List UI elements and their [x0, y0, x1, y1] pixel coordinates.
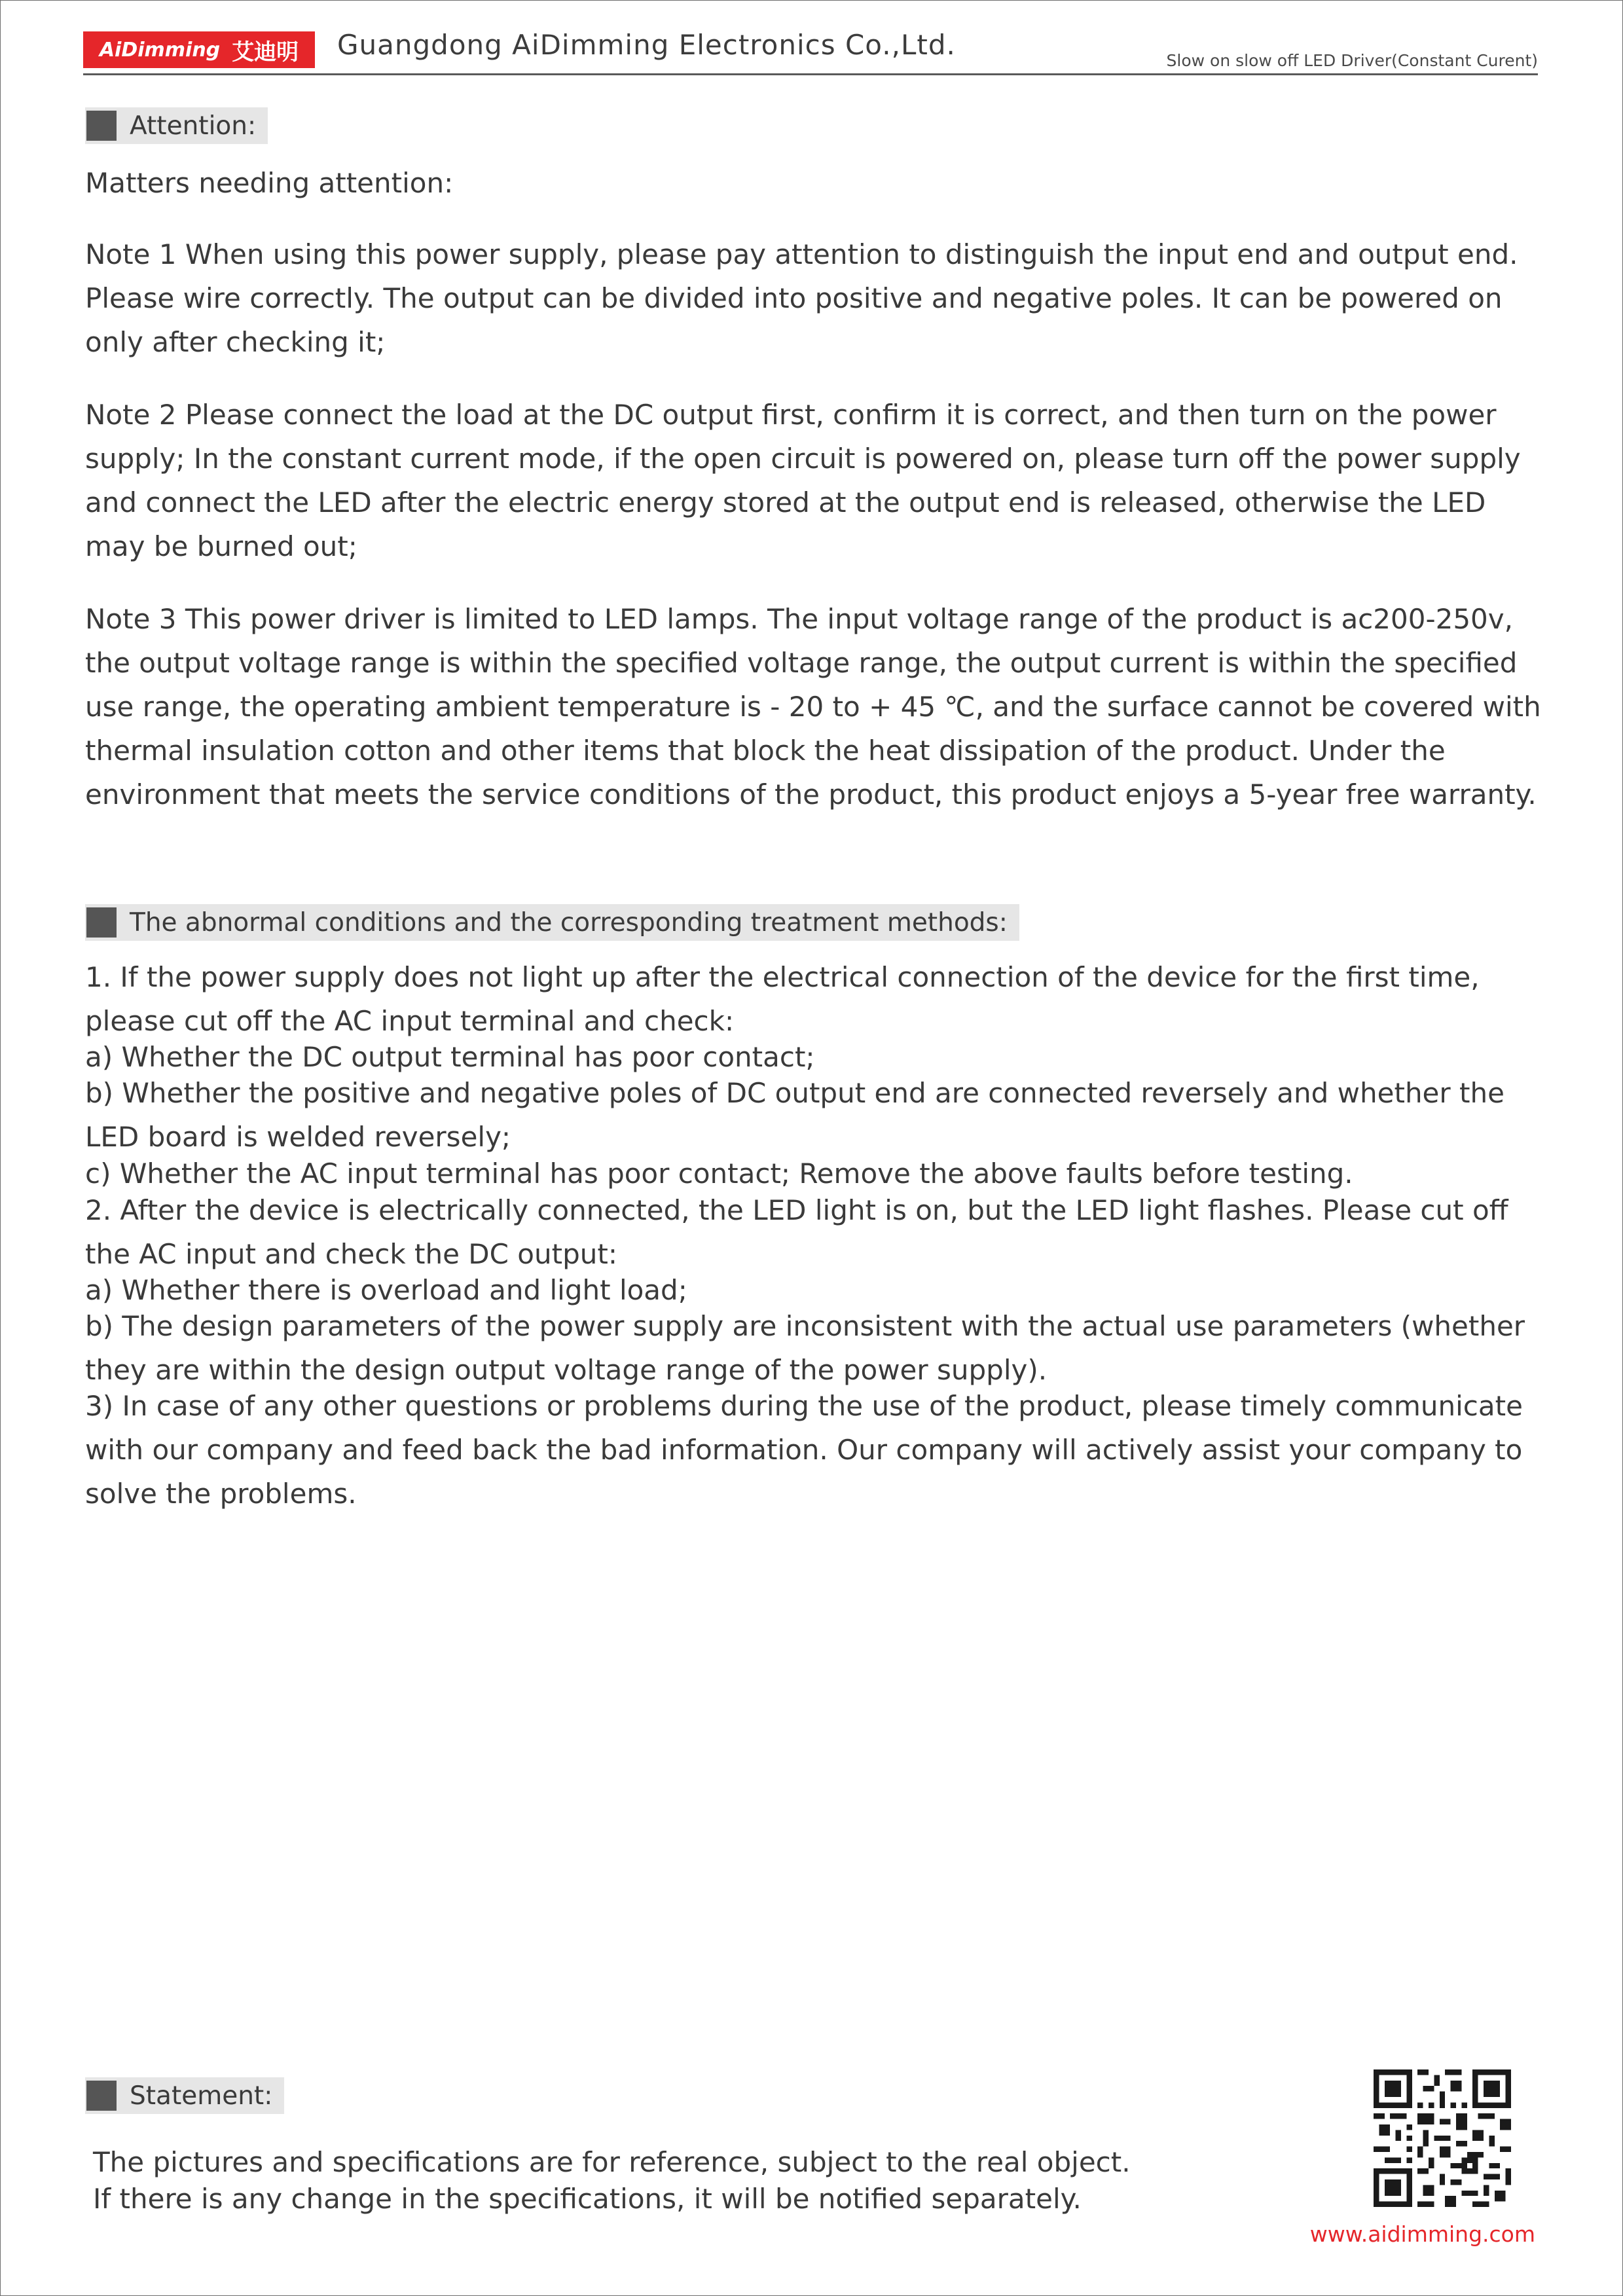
header-divider	[83, 73, 1538, 75]
statement-heading-text: Statement:	[130, 2081, 273, 2111]
attention-heading	[85, 107, 268, 144]
note-1: Note 1 When using this power supply, please pay attention to distinguish the input end and output end. Please wire correctly. The output can be divided into positive and negative poles. It can be powered on only after checking it;	[85, 238, 1518, 358]
section-marker-icon	[86, 907, 117, 938]
abnormal-heading	[85, 904, 1019, 941]
company-name: Guangdong AiDimming Electronics Co.,Ltd.	[337, 29, 956, 61]
qr-code-icon	[1374, 2069, 1511, 2207]
logo-text-en: AiDimming	[99, 38, 221, 62]
list-item: b) Whether the positive and negative poles of DC output end are connected reversely and whether the LED board is welded reversely;	[85, 1077, 1504, 1153]
note-2: Note 2 Please connect the load at the DC output first, confirm it is correct, and then turn on the power supply; In the constant current mode, if the open circuit is powered on, please turn off the power supply and connect the LED after the electric energy stored at the output end is released, otherwise the LED may be burned out;	[85, 399, 1521, 562]
website-link[interactable]: www.aidimming.com	[1309, 2221, 1535, 2247]
section-marker-icon	[86, 111, 117, 141]
list-item: 1. If the power supply does not light up after the electrical connection of the device for the first time, please cut off the AC input terminal and check:	[85, 961, 1480, 1037]
list-item: a) Whether there is overload and light load;	[85, 1274, 687, 1306]
section-marker-icon	[86, 2081, 117, 2111]
statement-heading	[85, 2077, 284, 2114]
list-item: c) Whether the AC input terminal has poor contact; Remove the above faults before testing.	[85, 1157, 1353, 1190]
abnormal-heading-text: The abnormal conditions and the corresponding treatment methods:	[130, 907, 1008, 938]
list-item: a) Whether the DC output terminal has poor contact;	[85, 1041, 815, 1073]
company-logo	[83, 31, 315, 68]
document-title: Slow on slow off LED Driver(Constant Curent)	[1166, 51, 1538, 70]
note-3: Note 3 This power driver is limited to LED lamps. The input voltage range of the product is ac200-250v, the output voltage range is within the specified voltage range, the output current is within the specified use range, the operating ambient temperature is - 20 to + 45 ℃, and the surface cannot be covered with thermal insulation cotton and other items that block the heat dissipation of the product. Under the environment that meets the service conditions of the product, this product enjoys a 5-year free warranty.	[85, 603, 1541, 811]
list-item: 3) In case of any other questions or problems during the use of the product, please timely communicate with our company and feed back the bad information. Our company will actively assist your company to solve the problems.	[85, 1390, 1523, 1510]
statement-line-2: If there is any change in the specifications, it will be notified separately.	[93, 2183, 1082, 2215]
attention-heading-text: Attention:	[130, 111, 257, 141]
list-item: b) The design parameters of the power supply are inconsistent with the actual use parameters (whether they are within the design output voltage range of the power supply).	[85, 1310, 1525, 1386]
list-item: 2. After the device is electrically connected, the LED light is on, but the LED light flashes. Please cut off the AC input and check the DC output:	[85, 1194, 1508, 1270]
attention-intro: Matters needing attention:	[85, 167, 454, 199]
logo-text-cn: 艾迪明	[232, 39, 299, 65]
statement-line-1: The pictures and specifications are for reference, subject to the real object.	[93, 2146, 1131, 2178]
